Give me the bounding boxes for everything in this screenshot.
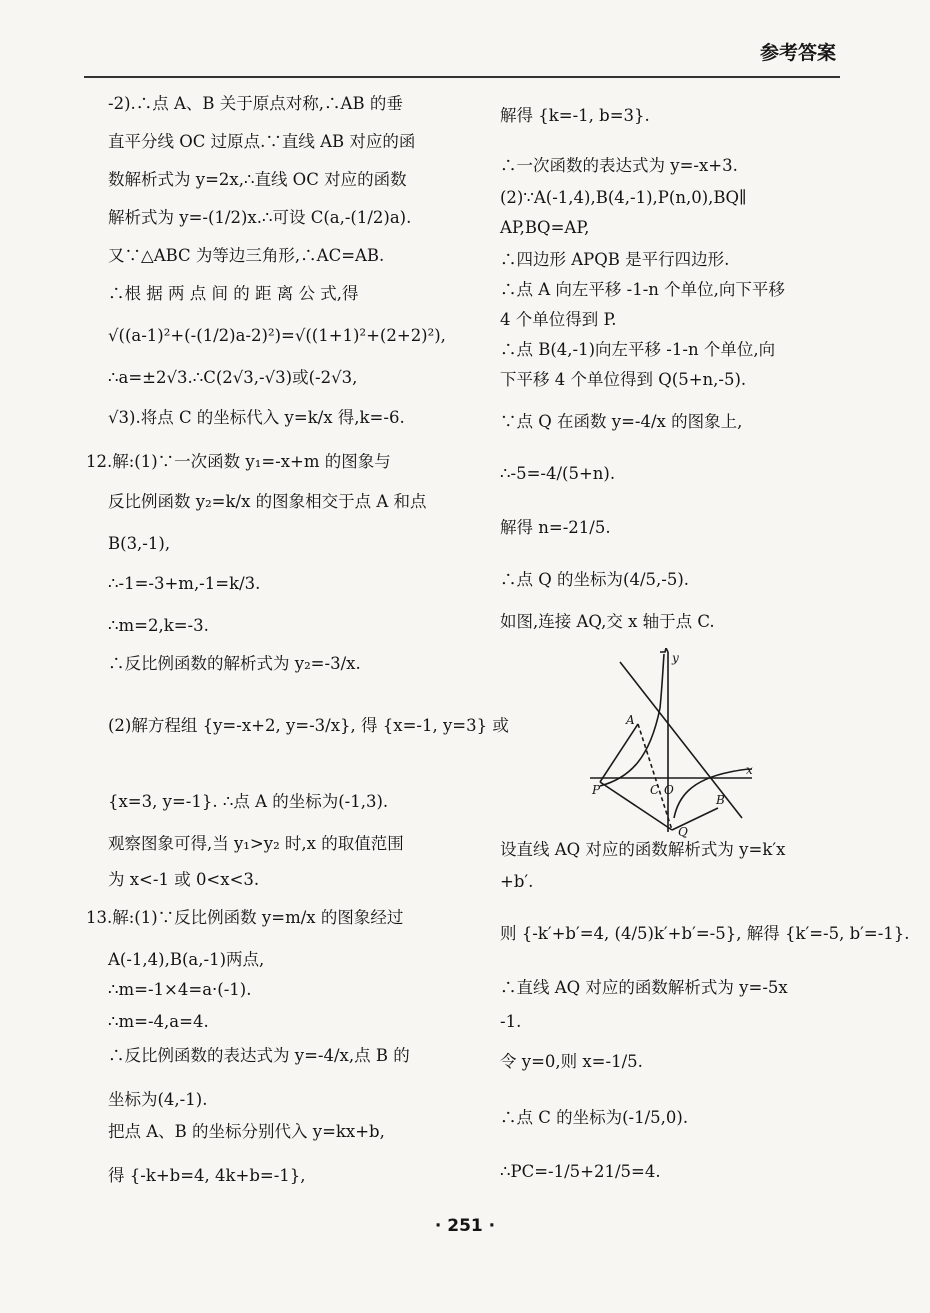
text-line: -2).∴点 A、B 关于原点对称,∴AB 的垂 (108, 94, 403, 113)
text-line: ∴直线 AQ 对应的函数解析式为 y=-5x (500, 978, 788, 997)
label-c: C (650, 783, 660, 797)
segment-ap (600, 724, 638, 782)
text-line: 解得 n=-21/5. (500, 518, 611, 537)
y-axis-arrow (660, 648, 668, 652)
text-line: 坐标为(4,-1). (108, 1090, 208, 1109)
label-q: Q (678, 825, 688, 838)
text-line: ∴一次函数的表达式为 y=-x+3. (500, 156, 738, 175)
label-a: A (626, 713, 635, 727)
page-number: · 251 · (434, 1216, 496, 1236)
text-line: ∴m=2,k=-3. (108, 616, 209, 635)
label-y: y (672, 651, 679, 665)
header-title: 参考答案 (759, 42, 836, 64)
label-x: x (746, 763, 753, 777)
text-line: ∴四边形 APQB 是平行四边形. (500, 250, 730, 269)
text-line: 设直线 AQ 对应的函数解析式为 y=k′x (500, 840, 786, 859)
text-line: ∴点 A 向左平移 -1-n 个单位,向下平移 (500, 280, 785, 299)
text-line: 为 x<-1 或 0<x<3. (108, 870, 260, 889)
label-o: O (664, 783, 674, 797)
text-line: ∴a=±2√3.∴C(2√3,-√3)或(-2√3, (108, 368, 358, 387)
text-line: ∴-1=-3+m,-1=k/3. (108, 574, 261, 593)
text-line: 解得 {k=-1, b=3}. (500, 106, 650, 125)
text-line: ∴点 C 的坐标为(-1/5,0). (500, 1108, 689, 1127)
segment-aq-dashed (638, 724, 672, 830)
spacer (652, 648, 746, 756)
text-line: 得 {-k+b=4, 4k+b=-1}, (108, 1166, 306, 1185)
text-line: B(3,-1), (108, 534, 171, 553)
label-b: B (716, 793, 725, 807)
text-line: {x=3, y=-1}. ∴点 A 的坐标为(-1,3). (108, 792, 389, 811)
text-line: ∴反比例函数的解析式为 y₂=-3/x. (108, 654, 361, 673)
text-line: 4 个单位得到 P. (500, 310, 617, 329)
text-line: √3).将点 C 的坐标代入 y=k/x 得,k=-6. (108, 408, 405, 427)
text-line: ∴m=-4,a=4. (108, 1012, 209, 1031)
text-line: ∵点 Q 在函数 y=-4/x 的图象上, (500, 412, 743, 431)
text-line: ∴-5=-4/(5+n). (500, 464, 616, 483)
text-line: 12.解:(1)∵一次函数 y₁=-x+m 的图象与 (86, 452, 391, 471)
text-line: 则 {-k′+b′=4, (4/5)k′+b′=-5}, 解得 {k′=-5, b′=-1}. (500, 924, 910, 943)
text-line: 令 y=0,则 x=-1/5. (500, 1052, 643, 1071)
text-line: +b′. (500, 872, 534, 891)
text-line: 如图,连接 AQ,交 x 轴于点 C. (500, 612, 715, 631)
text-line: 又∵△ABC 为等边三角形,∴AC=AB. (108, 246, 385, 265)
text-line: 下平移 4 个单位得到 Q(5+n,-5). (500, 370, 747, 389)
text-line: 观察图象可得,当 y₁>y₂ 时,x 的取值范围 (108, 834, 404, 853)
text-line: A(-1,4),B(a,-1)两点, (108, 950, 265, 969)
text-line: 数解析式为 y=2x,∴直线 OC 对应的函数 (108, 170, 407, 189)
text-line: ∴根 据 两 点 间 的 距 离 公 式,得 (108, 284, 359, 303)
text-line: ∴反比例函数的表达式为 y=-4/x,点 B 的 (108, 1046, 410, 1065)
text-line: 反比例函数 y₂=k/x 的图象相交于点 A 和点 (108, 492, 427, 511)
text-line: (2)∵A(-1,4),B(4,-1),P(n,0),BQ∥ (500, 188, 747, 207)
text-line: 解析式为 y=-(1/2)x.∴可设 C(a,-(1/2)a). (108, 208, 412, 227)
text-line: (2)解方程组 {y=-x+2, y=-3/x}, 得 {x=-1, y=3} 或 (108, 716, 509, 735)
text-line: 直平分线 OC 过原点.∵直线 AB 对应的函 (108, 132, 416, 151)
text-line: -1. (500, 1012, 522, 1031)
text-line: ∴PC=-1/5+21/5=4. (500, 1162, 661, 1181)
text-line: 把点 A、B 的坐标分别代入 y=kx+b, (108, 1122, 385, 1141)
text-line: ∴点 Q 的坐标为(4/5,-5). (500, 570, 690, 589)
text-line: AP,BQ=AP, (500, 218, 590, 237)
coordinate-figure (590, 648, 754, 838)
segment-pq (600, 782, 672, 830)
text-line: ∴点 B(4,-1)向左平移 -1-n 个单位,向 (500, 340, 776, 359)
text-line: ∴m=-1×4=a·(-1). (108, 980, 252, 999)
header-rule (84, 76, 840, 78)
text-line: √((a-1)²+(-(1/2)a-2)²)=√((1+1)²+(2+2)²), (108, 326, 446, 345)
text-line: 13.解:(1)∵反比例函数 y=m/x 的图象经过 (86, 908, 404, 927)
label-p: P (592, 783, 601, 797)
